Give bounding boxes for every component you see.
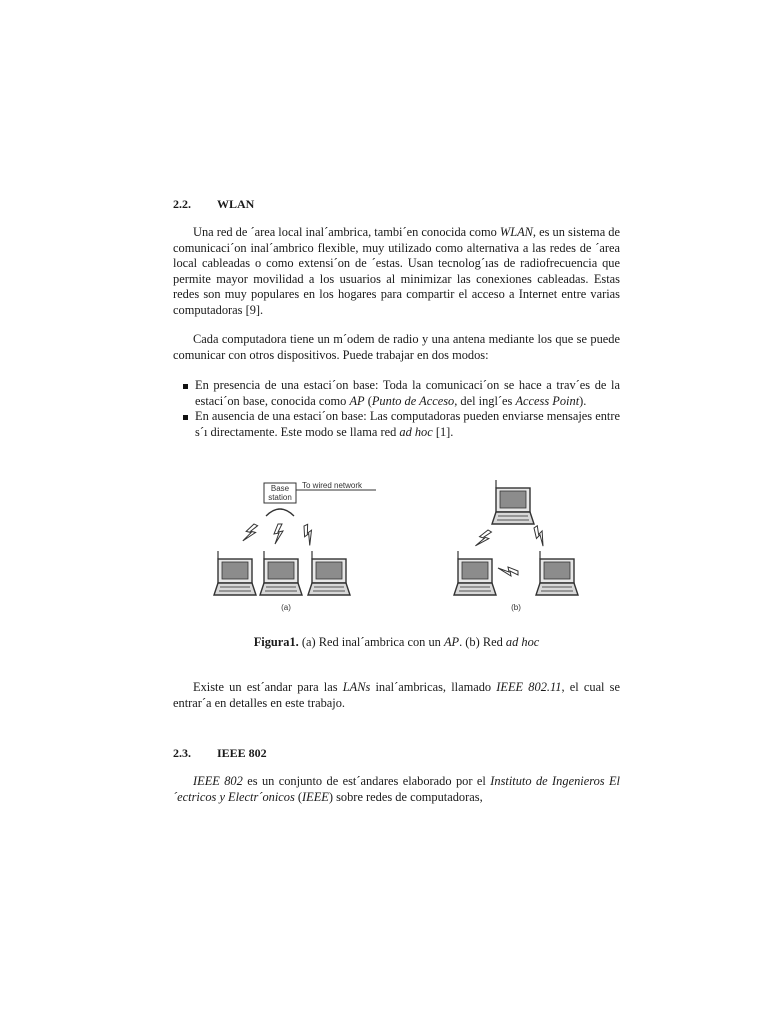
paragraph-modes-intro: Cada computadora tiene un m´odem de radio y una antena mediante los que se puede comunicar con otros dispositivos. Puede trabajar en dos modos:	[173, 332, 620, 362]
laptop-icon	[308, 551, 350, 595]
bullet-square-icon	[183, 384, 188, 389]
text-run: ).	[579, 393, 587, 408]
term-ieee-802: IEEE 802	[193, 774, 243, 788]
term-lans: LANs	[342, 680, 371, 694]
text-run: (	[364, 393, 372, 408]
paragraph-ieee-80211	[173, 680, 620, 711]
diagram-b	[454, 480, 578, 612]
bullet-square-icon	[183, 415, 188, 420]
text-run: ) sobre redes de computadoras,	[328, 789, 483, 804]
section-title: IEEE 802	[217, 746, 267, 760]
figure-caption	[173, 635, 620, 650]
caption-label: Figura1.	[253, 635, 299, 649]
term-ap: AP	[443, 635, 460, 649]
text-run: Existe un est´andar para las	[193, 680, 343, 694]
antenna-icon	[266, 509, 294, 516]
section-heading-ieee-802	[173, 746, 267, 761]
text-run: (a) Red inal´ambrica con un	[298, 635, 444, 649]
lightning-bolt-icon	[274, 524, 283, 544]
base-station-label: Base	[270, 484, 290, 493]
list-item	[183, 409, 620, 440]
laptop-icon	[260, 551, 302, 595]
text-run: . (b) Red	[459, 635, 506, 649]
text-run: es un conjunto de est´andares elaborado por el	[242, 774, 491, 788]
text-run: (	[294, 789, 303, 804]
term-ad-hoc: ad hoc	[399, 424, 433, 439]
paragraph-ieee-802	[173, 774, 620, 805]
base-station-label: station	[268, 493, 292, 502]
text-run: En ausencia de una estaci´on base: Las computadoras pueden enviarse mensajes entre s´ı directamente. Este modo se llama red	[195, 409, 620, 439]
diagram-label-a: (a)	[281, 603, 291, 612]
section-title: WLAN	[217, 197, 255, 211]
laptop-icon	[492, 480, 534, 524]
text-run: , el cual se entrar´a en detalles en este trabajo.	[173, 680, 621, 710]
lightning-bolt-icon	[531, 525, 550, 547]
paragraph-wlan-definition	[173, 225, 620, 318]
lightning-bolt-icon	[242, 522, 259, 544]
term-wlan: WLAN	[499, 225, 533, 239]
section-heading-wlan	[173, 197, 254, 212]
term-access-point: Access Point	[515, 393, 580, 408]
laptop-icon	[536, 551, 578, 595]
term-ap: AP	[349, 393, 365, 408]
term-ieee: IEEE	[302, 789, 329, 804]
term-punto-de-acceso: Punto de Acceso	[371, 393, 455, 408]
laptop-icon	[214, 551, 256, 595]
figure-wireless-networks	[200, 474, 590, 614]
text-run: [1].	[432, 424, 454, 439]
text-run: Una red de ´area local inal´ambrica, tambi´en conocida como	[193, 225, 500, 239]
lightning-bolt-icon	[498, 567, 518, 576]
wired-network-label: To wired network	[302, 481, 363, 490]
diagram-label-b: (b)	[511, 603, 521, 612]
laptop-icon	[454, 551, 496, 595]
lightning-bolt-icon	[475, 528, 493, 550]
term-ieee-80211: IEEE 802.11	[496, 680, 562, 694]
term-institute-name: Instituto de Ingenieros El´ectricos y Electr´onicos	[173, 774, 620, 804]
section-number: 2.3.	[173, 746, 191, 760]
diagram-a	[214, 481, 376, 612]
text-run: En presencia de una estaci´on base: Toda la comunicaci´on se hace a trav´es de la estaci´on base, conocida como	[195, 378, 620, 408]
network-diagram	[200, 474, 590, 614]
text-run: , del ingl´es	[454, 393, 516, 408]
lightning-bolt-icon	[300, 524, 317, 546]
text-run: inal´ambricas, llamado	[370, 680, 497, 694]
list-item	[183, 378, 620, 409]
modes-list	[183, 378, 620, 440]
text-run: , es un sistema de comunicaci´on inal´ambrico flexible, muy utilizado como alternativa a las redes de ´area local cableadas o como extensi´on de ´estas. Usan tecnolog´ıas de radiofrecuencia que permite mayor movilidad a los usuarios al minimizar las conexiones cableadas. Estas redes son muy populares en los hogares para compartir el acceso a Internet entre varias computadoras [9].	[173, 225, 620, 317]
section-number: 2.2.	[173, 197, 191, 211]
term-ad-hoc: ad hoc	[505, 635, 540, 649]
